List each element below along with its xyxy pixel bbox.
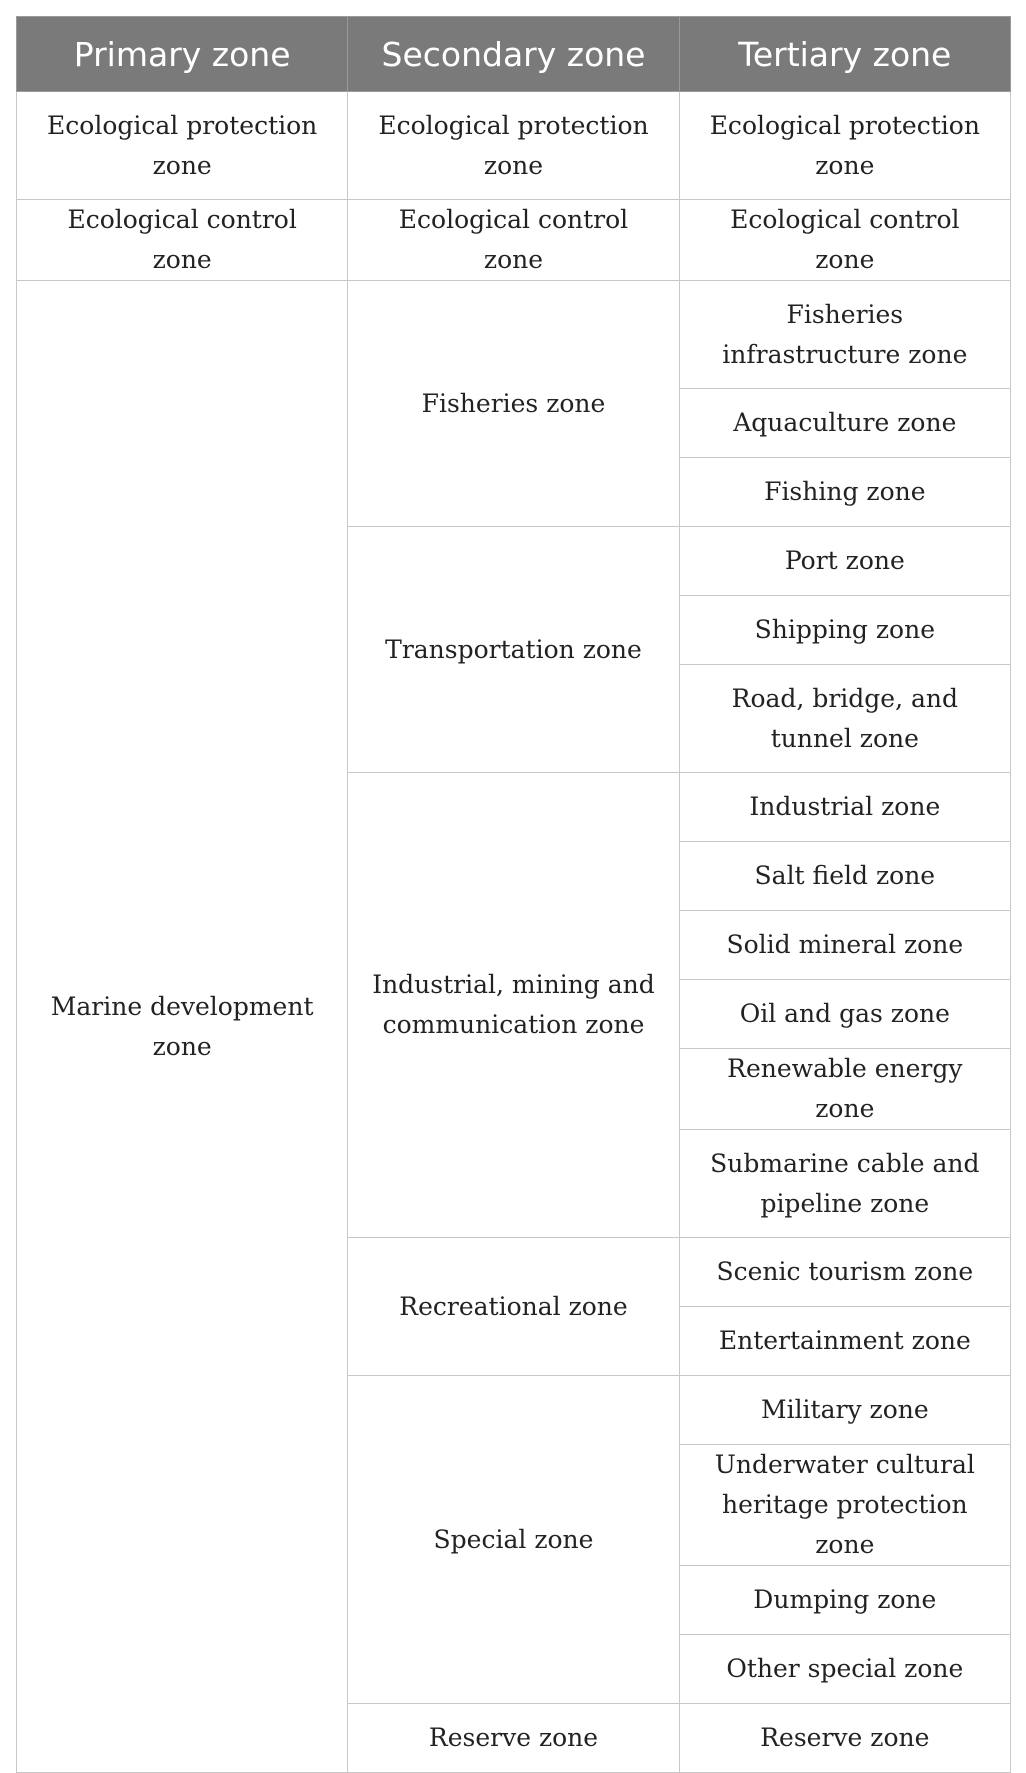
tertiary-cell: Reserve zone [679,1704,1010,1773]
tertiary-cell: Underwater cultural heritage protection zone [679,1445,1010,1566]
header-tertiary-zone: Tertiary zone [679,17,1010,92]
secondary-cell-fisheries: Fisheries zone [348,281,679,527]
tertiary-cell: Military zone [679,1376,1010,1445]
tertiary-cell: Ecological control zone [679,200,1010,281]
table-row [17,200,1011,281]
tertiary-cell: Fishing zone [679,458,1010,527]
tertiary-cell: Dumping zone [679,1566,1010,1635]
primary-cell: Ecological protection zone [17,92,348,200]
table-row [17,281,1011,389]
tertiary-cell: Aquaculture zone [679,389,1010,458]
tertiary-cell: Shipping zone [679,596,1010,665]
secondary-cell: Ecological control zone [348,200,679,281]
header-primary-zone: Primary zone [17,17,348,92]
tertiary-cell: Scenic tourism zone [679,1238,1010,1307]
secondary-cell-reserve: Reserve zone [348,1704,679,1773]
secondary-cell-industrial: Industrial, mining and communication zone [348,773,679,1238]
primary-cell: Ecological control zone [17,200,348,281]
tertiary-cell: Industrial zone [679,773,1010,842]
secondary-cell: Ecological protection zone [348,92,679,200]
zoning-table-container [16,16,1010,1773]
tertiary-cell: Salt field zone [679,842,1010,911]
table-row [17,92,1011,200]
header-secondary-zone: Secondary zone [348,17,679,92]
tertiary-cell: Entertainment zone [679,1307,1010,1376]
zoning-table [16,16,1011,1773]
tertiary-cell: Ecological protection zone [679,92,1010,200]
tertiary-cell: Solid mineral zone [679,911,1010,980]
secondary-cell-recreational: Recreational zone [348,1238,679,1376]
tertiary-cell: Road, bridge, and tunnel zone [679,665,1010,773]
secondary-cell-transportation: Transportation zone [348,527,679,773]
tertiary-cell: Port zone [679,527,1010,596]
tertiary-cell: Fisheries infrastructure zone [679,281,1010,389]
tertiary-cell: Renewable energy zone [679,1049,1010,1130]
primary-cell-marine-development: Marine development zone [17,281,348,1773]
tertiary-cell: Oil and gas zone [679,980,1010,1049]
tertiary-cell: Other special zone [679,1635,1010,1704]
tertiary-cell: Submarine cable and pipeline zone [679,1130,1010,1238]
header-row [17,17,1011,92]
secondary-cell-special: Special zone [348,1376,679,1704]
